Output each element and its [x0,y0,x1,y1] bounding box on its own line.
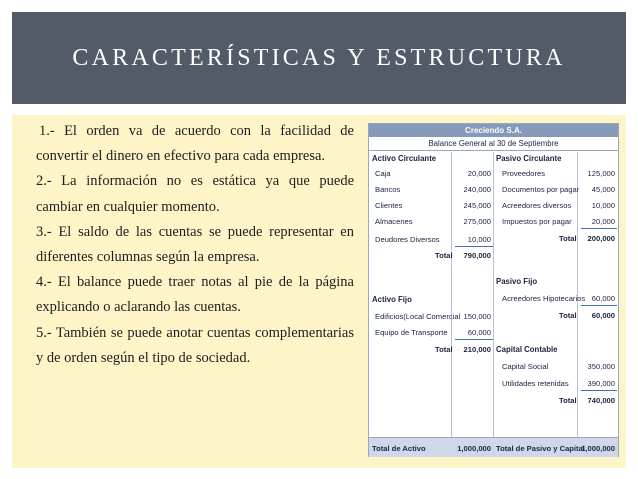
asset-label: Bancos [375,185,401,194]
asset-value: 10,000 [467,235,491,244]
subtotal-underline [581,390,617,391]
asset-label: Almacenes [375,217,413,226]
fixed-asset-label: Equipo de Transporte [375,328,448,337]
point-3: 3.- El saldo de las cuentas se puede representar en diferentes columnas según la empresa. [36,223,354,266]
liability-label: Proveedores [502,169,546,178]
total-assets-value: 1,000,000 [457,444,491,453]
asset-value: 245,000 [463,201,491,210]
liability-label: Acreedores diversos [502,201,572,210]
total-assets-label: Total de Activo [372,444,426,453]
capital-value: 390,000 [587,379,615,388]
subtotal-underline [455,339,493,340]
header-pasivo-circulante: Pasivo Circulante [496,154,562,163]
title-bar [12,12,626,104]
fixed-liabilities-total: 60,000 [591,311,615,320]
asset-label: Clientes [375,201,403,210]
total-liabilities-capital-label: Total de Pasivo y Capital [496,444,585,453]
asset-label: Caja [375,169,391,178]
capital-value: 350,000 [587,362,615,371]
totals-footer [369,437,618,457]
point-1: 1.- El orden va de acuerdo con la facilidad de convertir el dinero en efectivo para cada empresa. [36,123,354,165]
column-divider [451,152,452,437]
header-capital-contable: Capital Contable [496,345,558,354]
fixed-asset-value: 60,000 [467,328,491,337]
header-pasivo-fijo: Pasivo Fijo [496,277,538,286]
asset-value: 275,000 [463,217,491,226]
characteristics-list [36,119,354,371]
liability-label: Documentos por pagar [502,185,580,194]
current-assets-total: 790,000 [463,251,491,260]
company-name: Creciendo S.A. [369,124,618,137]
total-label: Total [559,234,577,243]
fixed-asset-label: Edificios(Local Comercial [375,312,461,321]
capital-label: Capital Social [502,362,549,371]
liability-value: 10,000 [591,201,615,210]
slide-title: CARACTERÍSTICAS Y ESTRUCTURA [72,44,566,71]
liability-value: 45,000 [591,185,615,194]
point-5: 5.- También se puede anotar cuentas complementarias y de orden según el tipo de sociedad. [36,324,354,366]
header-activo-fijo: Activo Fijo [372,295,412,304]
balance-sheet [368,123,619,457]
capital-total: 740,000 [587,396,615,405]
subtotal-underline [581,228,617,229]
total-label: Total [559,396,577,405]
subtotal-underline [581,305,617,306]
liability-value: 20,000 [591,217,615,226]
total-label: Total [435,251,453,260]
current-liabilities-total: 200,000 [587,234,615,243]
total-label: Total [435,345,453,354]
total-label: Total [559,311,577,320]
asset-value: 240,000 [463,185,491,194]
header-activo-circulante: Activo Circulante [372,154,437,163]
subtotal-underline [455,246,493,247]
point-4: 4.- El balance puede traer notas al pie de la página explicando o aclarando las cuentas. [36,274,354,316]
fixed-liability-value: 60,000 [591,294,615,303]
capital-label: Utilidades retenidas [502,379,569,388]
column-divider [493,152,494,437]
fixed-assets-total: 210,000 [463,345,491,354]
fixed-asset-value: 150,000 [463,312,491,321]
total-liabilities-capital-value: 1,000,000 [581,444,615,453]
point-2: 2.- La información no es estática ya que puede cambiar en cualquier momento. [36,173,354,215]
liability-value: 125,000 [587,169,615,178]
balance-subtitle: Balance General al 30 de Septiembre [369,137,618,151]
fixed-liability-label: Acreedores Hipotecarios [502,294,586,303]
asset-value: 20,000 [467,169,491,178]
liability-label: Impuestos por pagar [502,217,572,226]
asset-label: Deudores Diversos [375,235,440,244]
